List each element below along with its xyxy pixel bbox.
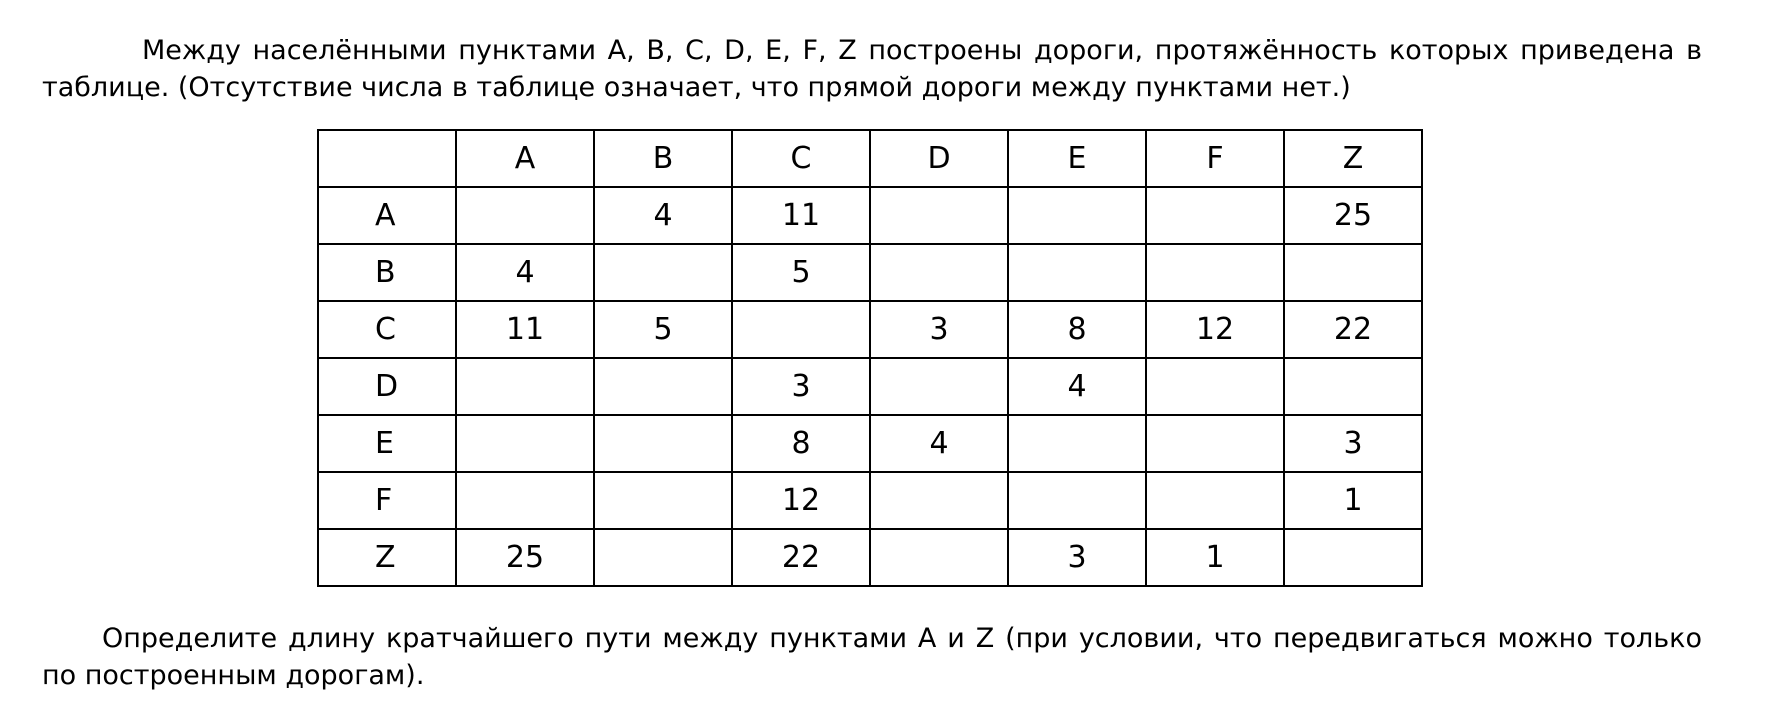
row-header-d: D [318,358,456,415]
column-header-c: C [732,130,870,187]
table-cell [594,472,732,529]
table-row-z [318,529,1422,586]
table-cell: 3 [732,358,870,415]
table-cell: 11 [732,187,870,244]
column-header-a: A [456,130,594,187]
row-header-c: C [318,301,456,358]
table-cell: 12 [732,472,870,529]
distance-table [317,129,1423,587]
table-cell [1284,358,1422,415]
table-cell [870,472,1008,529]
table-row-b [318,244,1422,301]
row-header-z: Z [318,529,456,586]
table-cell [1284,244,1422,301]
table-cell [732,301,870,358]
table-cell: 8 [1008,301,1146,358]
table-cell [870,529,1008,586]
table-cell [1008,244,1146,301]
table-cell [594,358,732,415]
table-cell: 22 [1284,301,1422,358]
table-cell: 4 [456,244,594,301]
table-cell [1284,529,1422,586]
table-cell [456,415,594,472]
table-cell: 3 [870,301,1008,358]
table-cell: 25 [1284,187,1422,244]
table-cell [870,244,1008,301]
table-cell: 1 [1146,529,1284,586]
table-cell [594,415,732,472]
table-cell [1008,472,1146,529]
table-cell [1008,187,1146,244]
table-corner-cell [318,130,456,187]
table-cell [1146,358,1284,415]
table-cell [456,358,594,415]
task-intro: Между населёнными пунктами A, B, C, D, E, F, Z построены дороги, протяжённость которых приведена в таблице. (Отсутствие числа в таблице означает, что прямой дороги между пунктами нет.) [42,35,1702,103]
table-cell: 3 [1284,415,1422,472]
table-cell: 4 [594,187,732,244]
table-cell [1146,415,1284,472]
column-header-z: Z [1284,130,1422,187]
column-header-d: D [870,130,1008,187]
table-cell: 5 [732,244,870,301]
table-cell: 12 [1146,301,1284,358]
table-cell: 4 [870,415,1008,472]
column-header-e: E [1008,130,1146,187]
table-row-e [318,415,1422,472]
table-cell: 5 [594,301,732,358]
row-header-b: B [318,244,456,301]
table-cell [870,187,1008,244]
table-cell: 11 [456,301,594,358]
table-row-f [318,472,1422,529]
column-header-f: F [1146,130,1284,187]
table-cell: 1 [1284,472,1422,529]
table-cell [594,529,732,586]
table-cell: 4 [1008,358,1146,415]
table-row-c [318,301,1422,358]
table-row-d [318,358,1422,415]
row-header-f: F [318,472,456,529]
table-cell: 25 [456,529,594,586]
table-cell [1146,244,1284,301]
table-row-a [318,187,1422,244]
table-cell [870,358,1008,415]
row-header-e: E [318,415,456,472]
row-header-a: A [318,187,456,244]
table-cell [1008,415,1146,472]
table-cell [594,244,732,301]
table-cell: 8 [732,415,870,472]
table-header-row [318,130,1422,187]
table-cell: 3 [1008,529,1146,586]
table-cell [1146,187,1284,244]
table-cell: 22 [732,529,870,586]
table-cell [456,187,594,244]
table-cell [1146,472,1284,529]
column-header-b: B [594,130,732,187]
task-question: Определите длину кратчайшего пути между пунктами A и Z (при условии, что передвигаться можно только по построенным дорогам). [42,623,1702,691]
table-cell [456,472,594,529]
